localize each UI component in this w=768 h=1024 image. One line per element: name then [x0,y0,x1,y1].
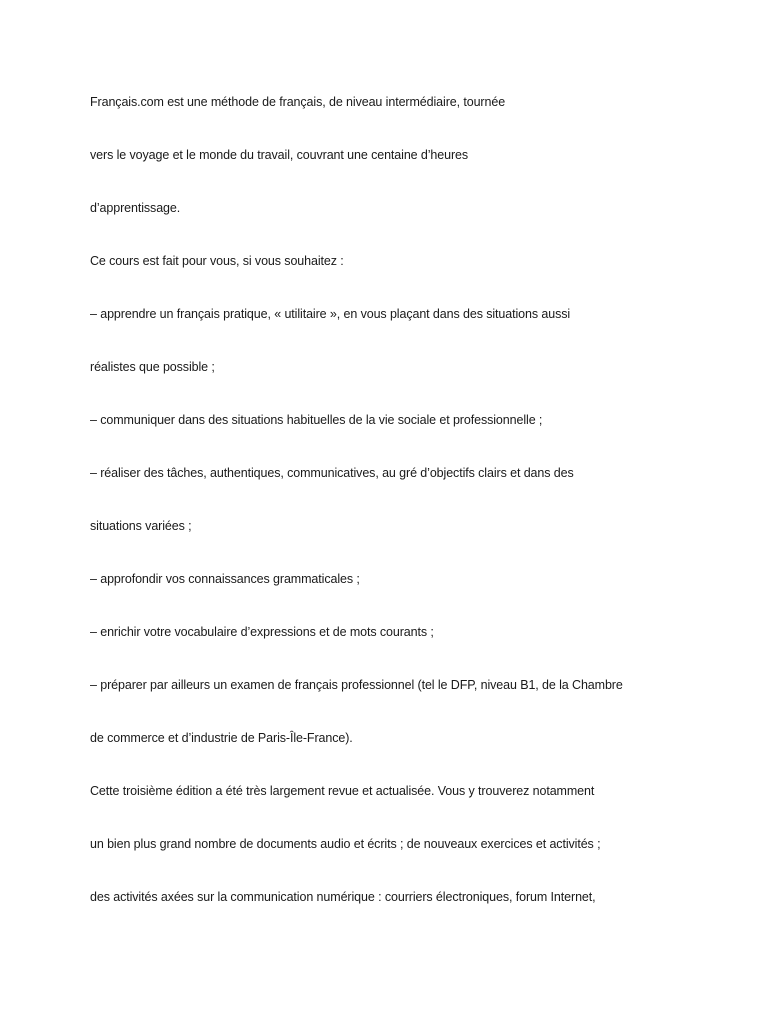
text-line-3: d’apprentissage. [90,201,181,215]
text-line-15: un bien plus grand nombre de documents audio et écrits ; de nouveaux exercices et activités ; [90,837,601,851]
text-line-16: des activités axées sur la communication numérique : courriers électroniques, forum Internet, [90,890,596,904]
text-line-5: – apprendre un français pratique, « utilitaire », en vous plaçant dans des situations aussi [90,307,571,321]
text-line-13: de commerce et d’industrie de Paris-Île-France). [90,731,353,745]
text-line-11: – enrichir votre vocabulaire d’expressions et de mots courants ; [90,625,434,639]
text-line-12: – préparer par ailleurs un examen de français professionnel (tel le DFP, niveau B1, de la Chambre [90,678,623,692]
text-line-1: Français.com est une méthode de français, de niveau intermédiaire, tournée [90,95,506,109]
text-line-10: – approfondir vos connaissances grammaticales ; [90,572,360,586]
text-line-8: – réaliser des tâches, authentiques, communicatives, au gré d’objectifs clairs et dans des [90,466,574,480]
text-line-14: Cette troisième édition a été très largement revue et actualisée. Vous y trouverez notamment [90,784,595,798]
text-line-9: situations variées ; [90,519,192,533]
text-line-2: vers le voyage et le monde du travail, couvrant une centaine d’heures [90,148,469,162]
text-line-6: réalistes que possible ; [90,360,215,374]
text-line-7: – communiquer dans des situations habituelles de la vie sociale et professionnelle ; [90,413,543,427]
text-line-4: Ce cours est fait pour vous, si vous souhaitez : [90,254,344,268]
document-body [90,90,690,938]
